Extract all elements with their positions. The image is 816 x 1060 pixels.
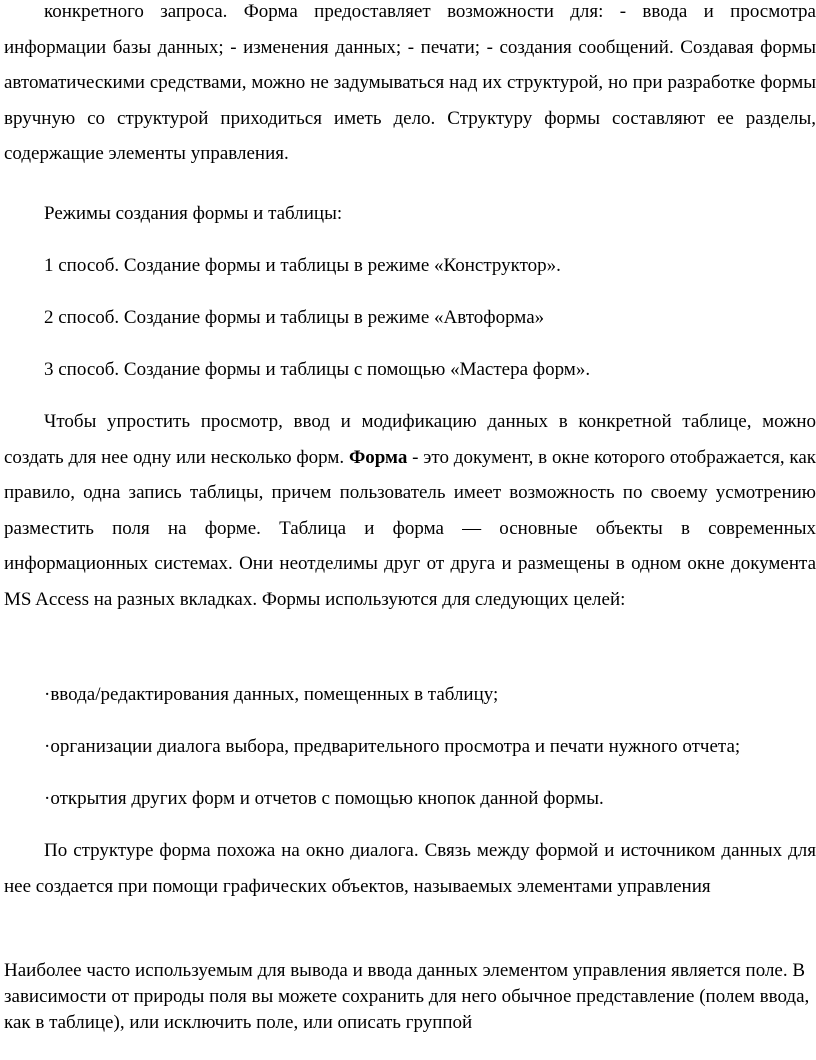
paragraph-form-structure: По структуре форма похожа на окно диалога. Связь между формой и источником данных для нее создается при помощи графических объектов, называемых элементами управления [4, 840, 816, 897]
paragraph-method-2: 2 способ. Создание формы и таблицы в режиме «Автоформа» [44, 307, 545, 328]
paragraph-modes-heading: Режимы создания формы и таблицы: [44, 203, 343, 224]
bullet-item-open-forms: ·открытия других форм и отчетов с помощью кнопок данной формы. [44, 788, 604, 809]
paragraph-form-definition [4, 404, 816, 617]
paragraph-method-1: 1 способ. Создание формы и таблицы в режиме «Конструктор». [44, 255, 561, 276]
paragraph-field-control: Наиболее часто используемым для вывода и ввода данных элементом управления является поле. В зависимости от природы поля вы можете сохранить для него обычное представление (полем ввода, как в таблице), или исключить поле, или описать группой [4, 960, 810, 1033]
paragraph-method-3: 3 способ. Создание формы и таблицы с помощью «Мастера форм». [44, 359, 591, 380]
form-definition-text-start: Чтобы упростить просмотр, ввод и модификацию данных в конкретной таблице, можно создать для нее одну или несколько форм. [4, 411, 816, 468]
form-definition-text-end: - это документ, в окне которого отображается, как правило, одна запись таблицы, причем пользователь имеет возможность по своему усмотрению разместить поля на форме. Таблица и форма — основные объекты в современных информационных системах. Они неотделимы друг от друга и размещены в одном окне документа MS Access на разных вкладках. Формы используются для следующих целей: [4, 446, 816, 610]
form-term-bold: Форма [348, 446, 408, 468]
bullet-item-input-editing: ·ввода/редактирования данных, помещенных в таблицу; [44, 684, 499, 705]
bullet-item-dialog-organization: ·организации диалога выбора, предварительного просмотра и печати нужного отчета; [44, 736, 741, 757]
paragraph-form-capabilities: конкретного запроса. Форма предоставляет возможности для: - ввода и просмотра информации базы данных; - изменения данных; - печати; - создания сообщений. Создавая формы автоматическими средствами, можно не задумываться над их структурой, но при разработке формы вручную со структурой приходиться иметь дело. Структуру формы составляют ее разделы, содержащие элементы управления. [4, 1, 816, 164]
